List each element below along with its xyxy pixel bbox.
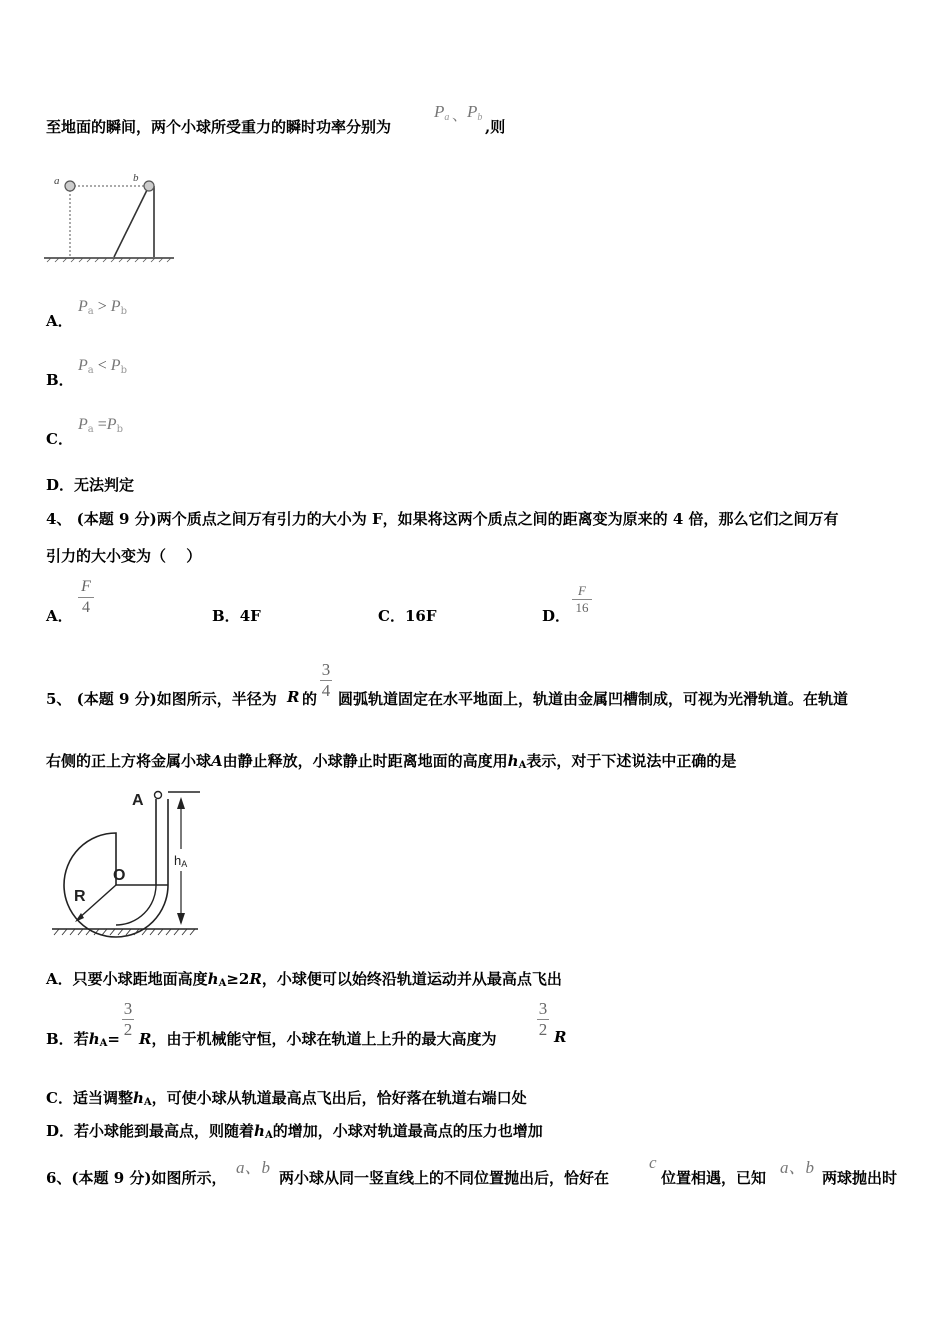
q6-ab-1: a、b bbox=[236, 1158, 270, 1177]
ball-a bbox=[65, 181, 75, 191]
q4-option-d-label: D． bbox=[542, 607, 571, 625]
q3-option-a-formula: $P_a > P_b$ bbox=[78, 298, 127, 317]
label-a: a bbox=[54, 175, 60, 187]
figure-2-track bbox=[50, 785, 210, 945]
label-A: A bbox=[132, 792, 144, 809]
q3-option-c-label: C． bbox=[46, 430, 73, 448]
label-h: hA bbox=[174, 853, 188, 869]
q5-option-c: C．适当调整hA，可使小球从轨道最高点飞出后，恰好落在轨道右端口处 bbox=[46, 1089, 527, 1108]
q4-option-d-fraction: F 16 bbox=[572, 584, 592, 615]
q5-line1-part3: 圆弧轨道固定在水平地面上，轨道由金属凹槽制成，可视为光滑轨道。在轨道 bbox=[338, 690, 849, 708]
q5-line1-part2: 的 bbox=[302, 690, 318, 708]
q5-line1-R: R bbox=[287, 688, 300, 706]
q5-option-a: A．只要小球距地面高度hA≥2R，小球便可以始终沿轨道运动并从最高点飞出 bbox=[46, 970, 562, 989]
q4-line2: 引力的大小变为（ ） bbox=[46, 547, 202, 565]
ball-A bbox=[155, 792, 162, 799]
incline-line bbox=[114, 186, 149, 257]
line1-pb: $P_b$ bbox=[467, 102, 483, 123]
q4-option-a-fraction: F 4 bbox=[78, 578, 94, 617]
line1-pa: $P_a$ bbox=[434, 102, 450, 123]
q5-fraction-3-4: 3 4 bbox=[321, 660, 331, 700]
q6-part3: 位置相遇，已知 bbox=[661, 1169, 767, 1187]
q4-option-c: C．16F bbox=[378, 607, 437, 625]
line1-tail: ,则 bbox=[485, 118, 506, 136]
figure-1 bbox=[44, 172, 179, 264]
q4-option-b: B．4F bbox=[212, 607, 261, 625]
label-R: R bbox=[74, 888, 86, 905]
label-b: b bbox=[133, 172, 139, 184]
ball-b bbox=[144, 181, 154, 191]
q6-part4: 两球抛出时 bbox=[822, 1169, 898, 1187]
q4-option-a-label: A． bbox=[46, 607, 73, 625]
q5-line1-part1: 5、 (本题 9 分)如图所示，半径为 bbox=[46, 690, 277, 708]
q3-option-b-formula: $P_a < P_b$ bbox=[78, 357, 127, 376]
q5-option-b-fraction2: 3 2 bbox=[538, 999, 548, 1039]
q6-part2: 两小球从同一竖直线上的不同位置抛出后，恰好在 bbox=[279, 1169, 610, 1187]
q3-option-b-label: B． bbox=[46, 371, 74, 389]
height-arrow-up bbox=[177, 797, 185, 809]
inner-arc bbox=[116, 885, 156, 925]
line1-text: 至地面的瞬间，两个小球所受重力的瞬时功率分别为 bbox=[46, 118, 392, 136]
q5-line2: 右侧的正上方将金属小球A由静止释放，小球静止时距离地面的高度用hA表示，对于下述说法中正确的是 bbox=[46, 752, 737, 771]
height-arrow-down bbox=[177, 913, 185, 925]
q5-option-b-fraction1: 3 2 bbox=[123, 999, 133, 1039]
label-O: O bbox=[113, 867, 126, 884]
q5-option-d: D．若小球能到最高点，则随着hA的增加，小球对轨道最高点的压力也增加 bbox=[46, 1122, 543, 1141]
q6-c: c bbox=[649, 1153, 657, 1172]
q6-ab-2: a、b bbox=[780, 1158, 814, 1177]
q5-option-b-R2: R bbox=[554, 1028, 567, 1046]
q3-option-d: D．无法判定 bbox=[46, 476, 135, 494]
q5-option-b-part2: R，由于机械能守恒，小球在轨道上上升的最大高度为 bbox=[139, 1030, 497, 1048]
q4-line1: 4、 (本题 9 分)两个质点之间万有引力的大小为 F，如果将这两个质点之间的距离变为原来的 4 倍，那么它们之间万有 bbox=[46, 510, 839, 528]
ground-hatch-2 bbox=[54, 929, 195, 935]
q6-part1: 6、(本题 9 分)如图所示， bbox=[46, 1169, 227, 1187]
line1-sep: 、 bbox=[452, 108, 468, 124]
q3-option-c-formula: $P_a =P_b$ bbox=[78, 416, 123, 435]
q5-option-b-part1: B．若hA= bbox=[46, 1030, 120, 1049]
q3-option-a-label: A． bbox=[46, 312, 73, 330]
